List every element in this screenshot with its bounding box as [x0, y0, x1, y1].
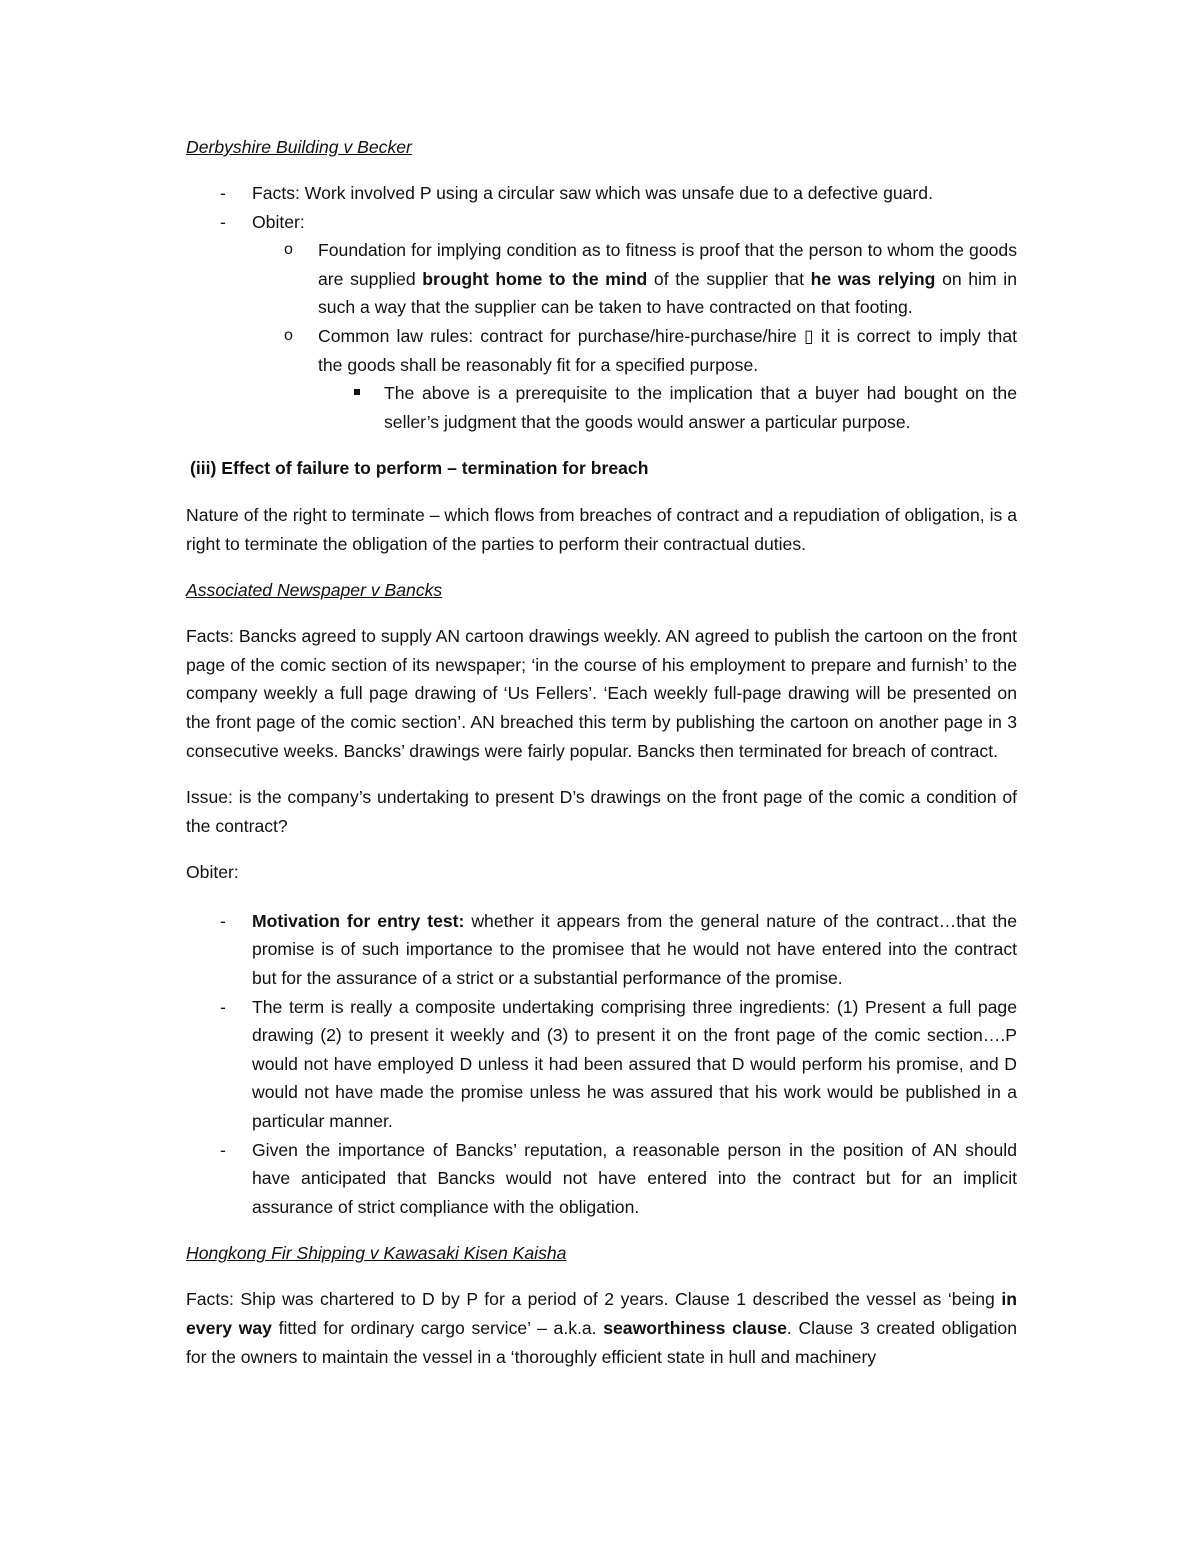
case-title-hongkong: Hongkong Fir Shipping v Kawasaki Kisen Kaisha: [186, 1243, 567, 1264]
list-item: [252, 322, 1017, 436]
list-item: [186, 907, 1017, 993]
text-run: The term is really a composite undertaking comprising three ingredients: (1) Present a full page drawing (2) to present it weekly and (3) to present it on the front page of the comic section….P would not have employed D unless it had been assured that D would perform his promise, and D would not have made the promise unless he was assured that his work would be published in a particular manner.: [252, 996, 1017, 1132]
text-run: Given the importance of Bancks’ reputation, a reasonable person in the position of AN should have anticipated that Bancks would not have entered into the contract but for an implicit assurance of strict compliance with the obligation.: [252, 1139, 1017, 1217]
text-run: Foundation for implying condition as to fitness is proof that the person to whom the goods are supplied: [318, 240, 1017, 289]
square-bullet-icon: [354, 389, 360, 395]
case-title-derbyshire: Derbyshire Building v Becker: [186, 137, 412, 157]
dash-bullet: -: [220, 211, 226, 232]
associated-issue: Issue: is the company’s undertaking to present D’s drawings on the front page of the comic a condition of the contract?: [186, 787, 1017, 836]
circle-bullet-icon: o: [284, 241, 293, 259]
hongkong-facts: [186, 1285, 1017, 1371]
dash-bullet: -: [220, 1139, 226, 1160]
obiter-label: Obiter:: [252, 211, 305, 232]
section-heading: (iii) Effect of failure to perform – termination for breach: [190, 458, 649, 479]
text-run: . Clause 3 created obligation for the owners to maintain the vessel in a ‘thoroughly efficient state in hull and machinery: [186, 1318, 1017, 1367]
derbyshire-list: [186, 179, 1017, 436]
text-run: of the supplier that: [647, 268, 811, 289]
text-run: fitted for ordinary cargo service’ – a.k.a.: [271, 1318, 604, 1338]
text-run: Common law rules: contract for purchase/hire-purchase/hire ▯ it is correct to imply that the goods shall be reasonably fit for a specified purpose.: [318, 325, 1017, 375]
nested-sublist: [318, 379, 1017, 436]
bold-text: brought home to the mind: [422, 268, 648, 289]
list-item: [186, 1136, 1017, 1222]
facts-text: Facts: Work involved P using a circular saw which was unsafe due to a defective guard.: [252, 183, 933, 203]
list-item: [186, 179, 1017, 208]
text-run: whether it appears from the general nature of the contract…that the promise is of such importance to the promisee that he would not have entered into the contract but for the assurance of a strict or a substantial performance of the promise.: [252, 910, 1017, 989]
text-run: on him in such a way that the supplier can be taken to have contracted on that footing.: [318, 268, 1017, 318]
associated-list: [186, 907, 1017, 1222]
nature-paragraph: Nature of the right to terminate – which flows from breaches of contract and a repudiation of obligation, is a right to terminate the obligation of the parties to perform their contractual duties.: [186, 504, 1017, 554]
text-run: The above is a prerequisite to the implication that a buyer had bought on the seller’s judgment that the goods would answer a particular purpose.: [384, 383, 1017, 432]
list-item: [252, 236, 1017, 322]
bold-text: in every way: [186, 1289, 1017, 1338]
dash-bullet: -: [220, 183, 226, 203]
bold-text: he was relying: [810, 268, 936, 289]
associated-obiter-label: Obiter:: [186, 862, 239, 883]
dash-bullet: -: [220, 910, 226, 931]
bold-text: Motivation for entry test:: [252, 910, 465, 931]
list-item: [186, 208, 1017, 437]
obiter-sublist: [252, 236, 1017, 436]
circle-bullet-icon: o: [284, 326, 293, 344]
case-title-associated: Associated Newspaper v Bancks: [186, 580, 443, 601]
associated-facts: Facts: Bancks agreed to supply AN cartoon drawings weekly. AN agreed to publish the cartoon on the front page of the comic section of its newspaper; ‘in the course of his employment to prepare and furnish’ to the company weekly a full page drawing of ‘Us Fellers’. ‘Each weekly full-page drawing will be presented on the front page of the comic section’. AN breached this term by publishing the cartoon on another page in 3 consecutive weeks. Bancks’ drawings were fairly popular. Bancks then terminated for breach of contract.: [186, 626, 1017, 761]
bold-text: seaworthiness clause: [603, 1318, 787, 1338]
list-item: [186, 993, 1017, 1136]
list-item: [318, 379, 1017, 436]
dash-bullet: -: [220, 996, 226, 1017]
text-run: Facts: Ship was chartered to D by P for a period of 2 years. Clause 1 described the vessel as ‘being: [186, 1289, 1002, 1310]
